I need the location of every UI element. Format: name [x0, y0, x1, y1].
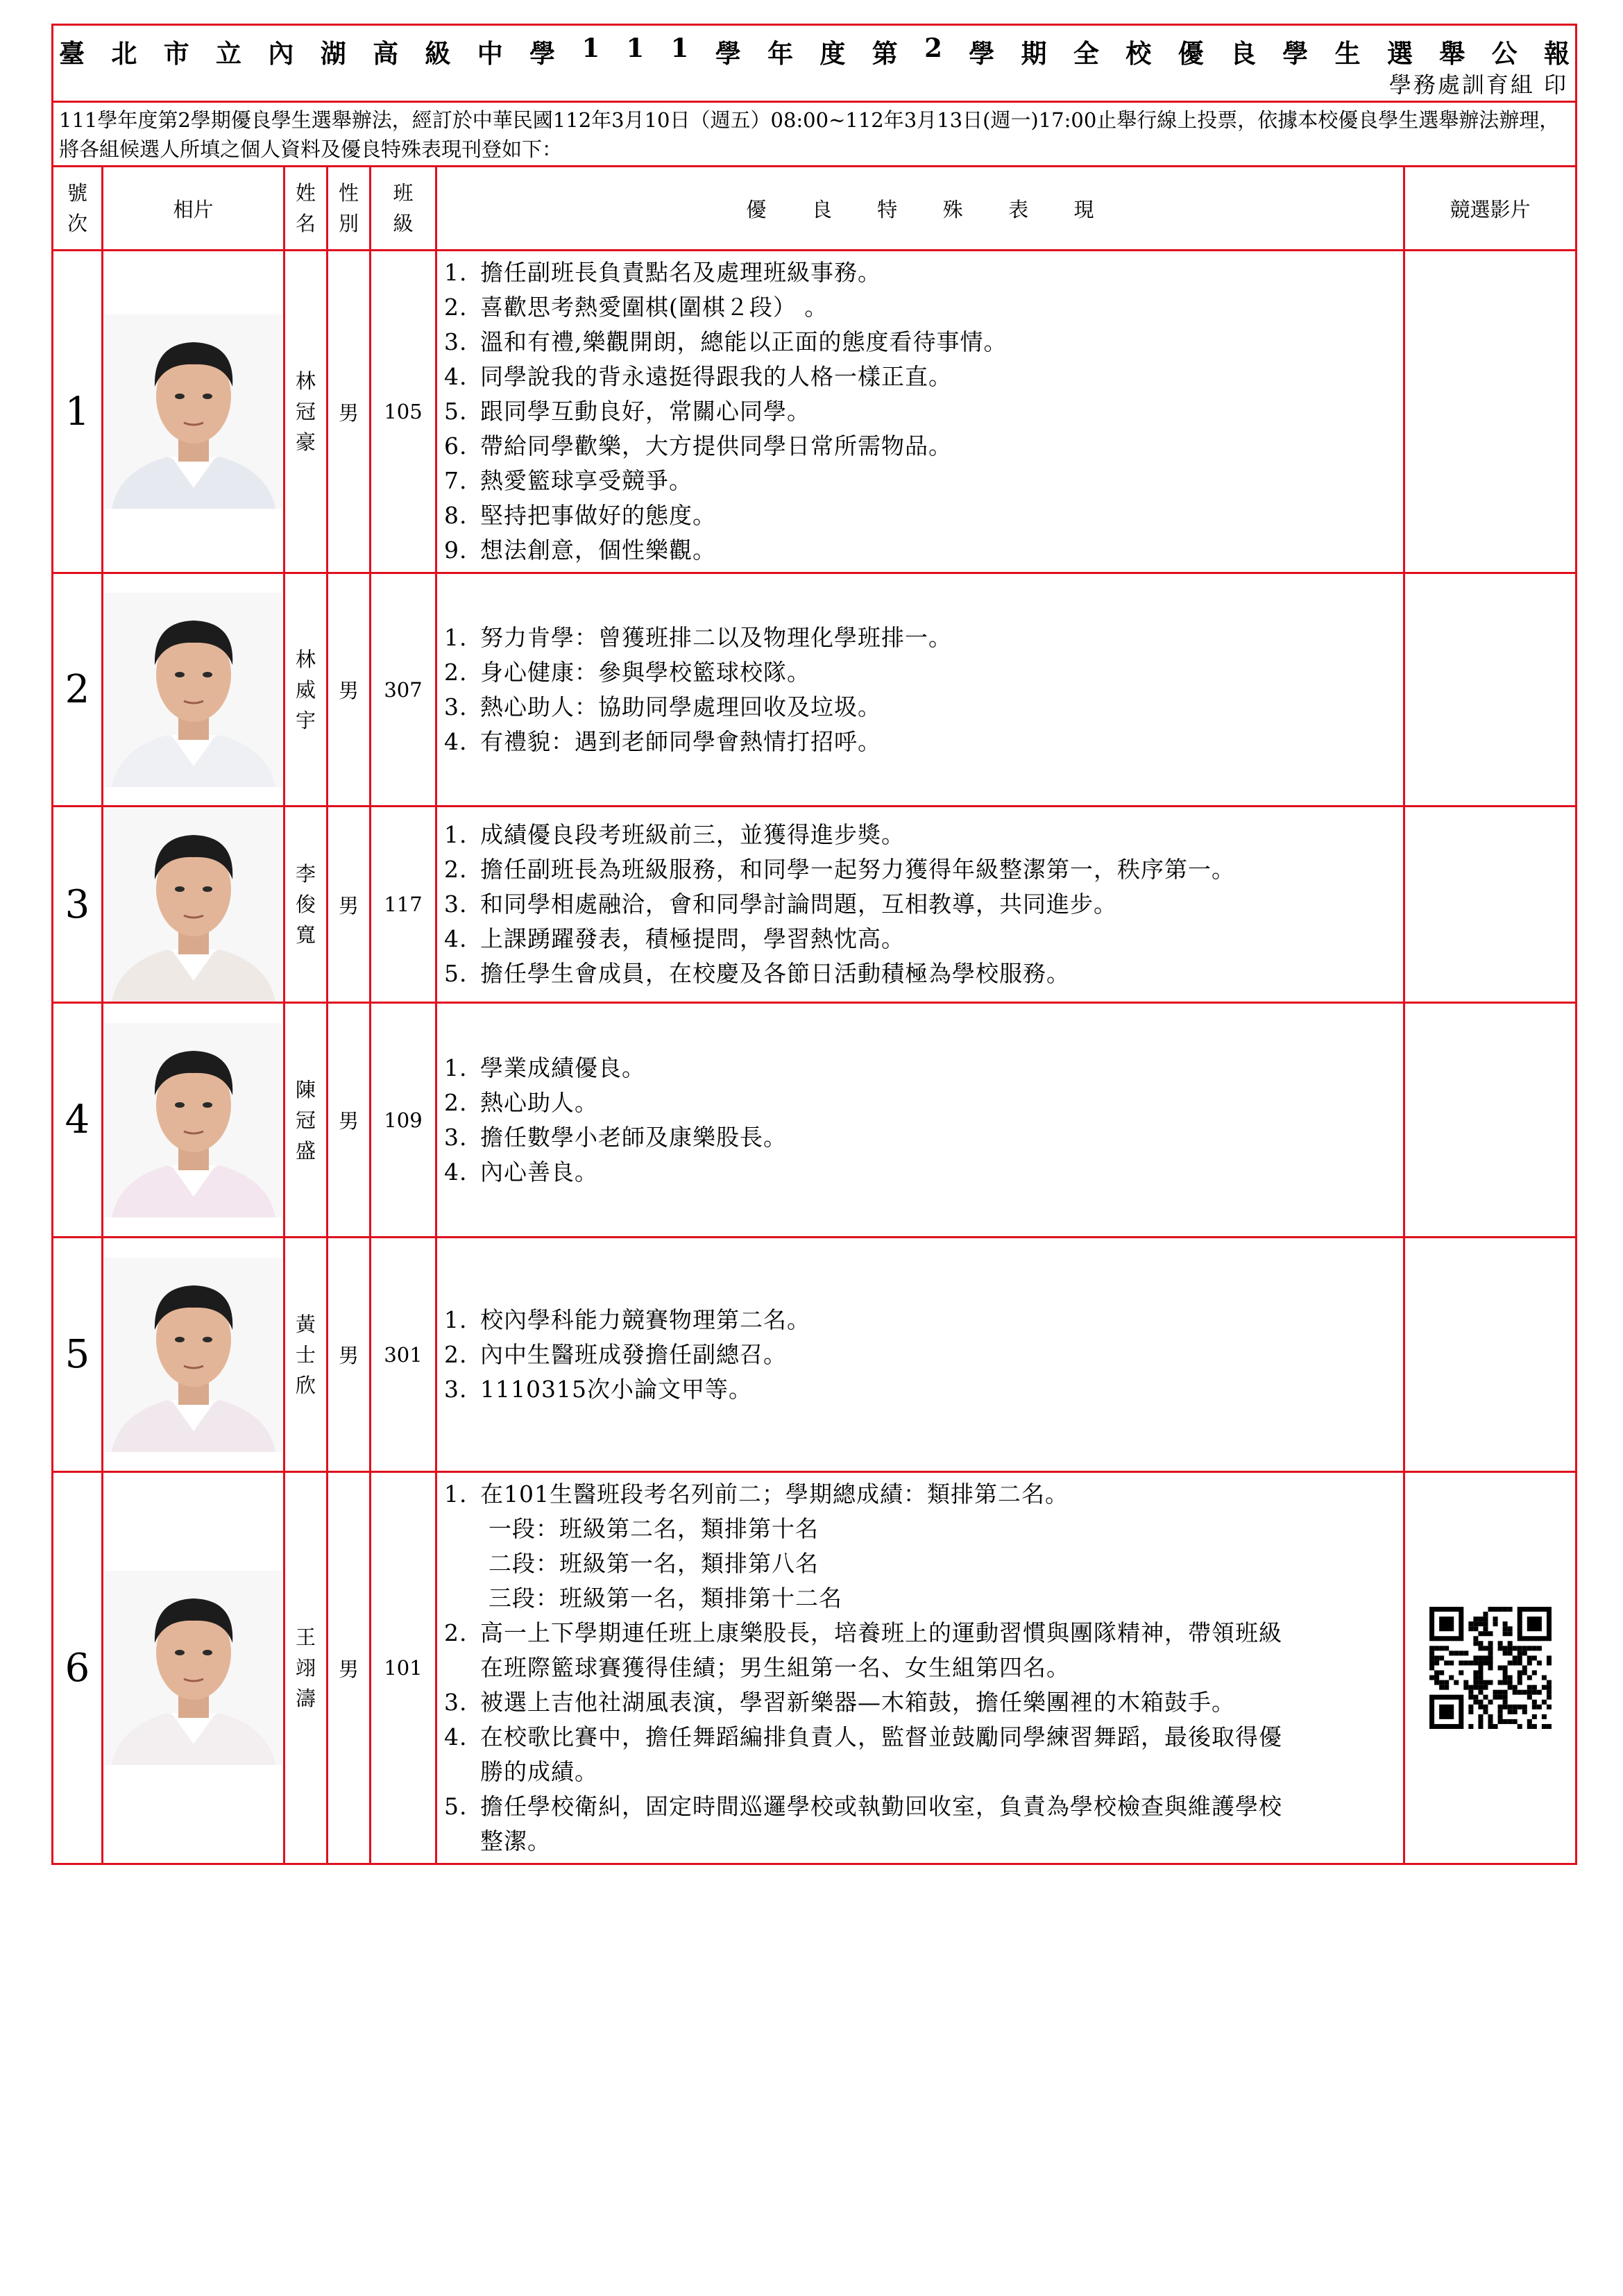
- merit-item: [444, 394, 1396, 429]
- merit-number: 2.: [444, 1088, 468, 1116]
- title-char: 內: [268, 38, 294, 69]
- header-number: 號 次: [53, 167, 103, 251]
- merit-item: [444, 887, 1396, 922]
- title-char: 湖: [320, 38, 346, 69]
- photo-cell: [103, 807, 284, 1003]
- candidate-name-char: 俊: [295, 893, 316, 916]
- candidate-row: [53, 1238, 1577, 1472]
- title-char: 市: [163, 38, 189, 69]
- merit-item: [444, 1720, 1396, 1755]
- merit-text: 校內學科能力競賽物理第二名。: [480, 1306, 810, 1333]
- candidate-name: [284, 1003, 328, 1238]
- merit-number: 2.: [444, 294, 468, 321]
- candidate-photo: [105, 1258, 282, 1452]
- candidate-name-char: 林: [295, 647, 316, 671]
- merit-text: 擔任學校衛糾，固定時間巡邏學校或執勤回收室，負責為學校檢查與維護學校: [480, 1793, 1282, 1820]
- title-char: 級: [425, 38, 451, 69]
- candidate-name-char: 翊: [295, 1656, 316, 1680]
- title-char: 1: [626, 33, 645, 63]
- merits-cell: [436, 251, 1404, 573]
- title-char: 北: [111, 38, 137, 69]
- merit-item: [444, 1651, 1396, 1685]
- video-cell: [1404, 573, 1577, 807]
- header-merits: [436, 167, 1404, 251]
- merit-item: [444, 1372, 1396, 1407]
- candidate-name-char: 宇: [295, 708, 316, 732]
- header-photo: 相片: [103, 167, 284, 251]
- candidate-class: 105: [371, 251, 436, 573]
- merit-text: 有禮貌：遇到老師同學會熱情打招呼。: [480, 727, 881, 755]
- merit-item: [444, 464, 1396, 498]
- merit-number: 4.: [444, 1158, 468, 1185]
- candidate-name-char: 冠: [295, 400, 316, 423]
- candidate-row: [53, 573, 1577, 807]
- title-char: 校: [1125, 38, 1152, 69]
- candidate-photo: [105, 1571, 282, 1765]
- photo-cell: [103, 251, 284, 573]
- merit-number: 4.: [444, 925, 468, 952]
- candidate-name-char: 豪: [295, 430, 316, 454]
- merit-number: 7.: [444, 467, 468, 494]
- video-cell: [1404, 807, 1577, 1003]
- header-class: 班 級: [371, 167, 436, 251]
- title-char: 度: [819, 38, 846, 69]
- office-stamp: 學務處訓育組 印: [1388, 71, 1569, 98]
- candidate-row: [53, 251, 1577, 573]
- merit-text: 堅持把事做好的態度。: [480, 502, 716, 529]
- header-merits-char: 特: [877, 197, 898, 221]
- candidate-gender: 男: [328, 251, 371, 573]
- merit-item: [444, 818, 1396, 852]
- candidate-name-char: 林: [295, 369, 316, 393]
- merit-item: [444, 429, 1396, 464]
- merit-text: 擔任副班長為班級服務，和同學一起努力獲得年級整潔第一，秩序第一。: [480, 856, 1235, 883]
- merit-item: [444, 1477, 1396, 1512]
- merit-item: [444, 498, 1396, 533]
- merit-item: [444, 325, 1396, 360]
- merits-cell: [436, 807, 1404, 1003]
- title-char: 年: [767, 38, 794, 69]
- merit-number: 3.: [444, 1375, 468, 1403]
- candidate-name: [284, 807, 328, 1003]
- merit-text: 被選上吉他社湖風表演，學習新樂器—木箱鼓，擔任樂團裡的木箱鼓手。: [480, 1689, 1235, 1716]
- candidate-class: 117: [371, 807, 436, 1003]
- title-char: 全: [1073, 38, 1099, 69]
- candidate-name-char: 威: [295, 677, 316, 702]
- merit-text: 上課踴躍發表，積極提問，學習熱忱高。: [480, 925, 905, 952]
- merit-number: 9.: [444, 537, 468, 564]
- merit-text: 喜歡思考熱愛圍棋(圍棋２段） 。: [480, 294, 829, 321]
- candidate-number: 5: [53, 1238, 103, 1472]
- merit-text: 二段：班級第一名，類排第八名: [488, 1550, 819, 1577]
- merit-number: 1.: [444, 259, 468, 286]
- video-cell: [1404, 1238, 1577, 1472]
- video-cell: [1404, 251, 1577, 573]
- merit-number: 1.: [444, 1480, 468, 1508]
- video-cell: [1404, 1003, 1577, 1238]
- video-cell: [1404, 1472, 1577, 1864]
- candidate-name-vertical: [285, 366, 326, 457]
- merit-text: 成績優良段考班級前三，並獲得進步獎。: [480, 821, 905, 848]
- merit-item: [444, 1824, 1396, 1859]
- candidate-gender: 男: [328, 1238, 371, 1472]
- candidate-class: 301: [371, 1238, 436, 1472]
- merit-number: 5.: [444, 398, 468, 425]
- merit-item: [444, 255, 1396, 290]
- candidate-photo: [105, 1023, 282, 1217]
- candidate-number: 3: [53, 807, 103, 1003]
- merit-item: [444, 1581, 1396, 1616]
- merit-text: 熱心助人：協助同學處理回收及垃圾。: [480, 693, 881, 720]
- merit-text: 擔任副班長負責點名及處理班級事務。: [480, 259, 881, 286]
- title-char: 2: [924, 33, 942, 63]
- candidate-class: 101: [371, 1472, 436, 1864]
- merit-number: 3.: [444, 328, 468, 355]
- candidate-name-char: 寬: [295, 923, 316, 947]
- merit-item: [444, 922, 1396, 956]
- header-name: 姓 名: [284, 167, 328, 251]
- title-char: 中: [477, 38, 503, 69]
- candidate-name-vertical: [285, 859, 326, 950]
- candidate-name-char: 士: [295, 1342, 316, 1367]
- merit-text: 整潔。: [480, 1827, 551, 1855]
- title-char: 優: [1178, 38, 1204, 69]
- merit-text: 努力肯學：曾獲班排二以及物理化學班排一。: [480, 623, 952, 651]
- candidate-gender: 男: [328, 807, 371, 1003]
- candidate-photo: [105, 807, 282, 1002]
- merit-text: 同學說我的背永遠挺得跟我的人格一樣正直。: [480, 363, 952, 390]
- photo-cell: [103, 1003, 284, 1238]
- candidate-row: [53, 807, 1577, 1003]
- page-title: [59, 33, 1570, 70]
- merit-item: [444, 1789, 1396, 1824]
- title-cell: [53, 25, 1577, 102]
- merits-cell: [436, 573, 1404, 807]
- merit-number: 4.: [444, 363, 468, 390]
- title-char: 期: [1021, 38, 1047, 69]
- photo-cell: [103, 573, 284, 807]
- merit-text: 1110315次小論文甲等。: [480, 1375, 752, 1403]
- candidate-name-char: 欣: [295, 1373, 316, 1397]
- merit-item: [444, 1051, 1396, 1086]
- header-merits-char: 優: [746, 197, 767, 221]
- merit-number: 3.: [444, 1123, 468, 1151]
- merit-item: [444, 1120, 1396, 1155]
- merit-text: 在校歌比賽中，擔任舞蹈編排負責人，監督並鼓勵同學練習舞蹈，最後取得優: [480, 1723, 1282, 1750]
- merit-item: [444, 852, 1396, 887]
- merit-number: 2.: [444, 658, 468, 686]
- header-video: 競選影片: [1404, 167, 1577, 251]
- merit-number: 6.: [444, 432, 468, 459]
- video-qr-code[interactable]: [1425, 1602, 1556, 1734]
- photo-cell: [103, 1238, 284, 1472]
- merit-number: 3.: [444, 693, 468, 720]
- candidate-name-char: 盛: [295, 1138, 316, 1163]
- merit-item: [444, 1155, 1396, 1190]
- merit-number: 2.: [444, 1340, 468, 1368]
- candidate-gender: 男: [328, 1472, 371, 1864]
- header-gender: 性 別: [328, 167, 371, 251]
- merit-item: [444, 1337, 1396, 1372]
- merit-text: 高一上下學期連任班上康樂股長，培養班上的運動習慣與團隊精神，帶領班級: [480, 1619, 1282, 1646]
- candidate-name-char: 李: [295, 862, 316, 886]
- candidate-number: 6: [53, 1472, 103, 1864]
- merit-item: [444, 1616, 1396, 1651]
- candidate-name-char: 陳: [295, 1077, 316, 1101]
- merit-number: 5.: [444, 1793, 468, 1820]
- merit-number: 4.: [444, 1723, 468, 1750]
- candidate-name-char: 冠: [295, 1108, 316, 1132]
- merit-text: 帶給同學歡樂，大方提供同學日常所需物品。: [480, 432, 952, 459]
- merit-text: 內中生醫班成發擔任副總召。: [480, 1340, 787, 1368]
- merit-number: 1.: [444, 1054, 468, 1081]
- merit-item: [444, 725, 1396, 759]
- merit-number: 2.: [444, 856, 468, 883]
- merit-text: 跟同學互動良好，常關心同學。: [480, 398, 810, 425]
- merit-text: 內心善良。: [480, 1158, 598, 1185]
- merit-item: [444, 1086, 1396, 1120]
- title-char: 生: [1334, 38, 1361, 69]
- title-char: 第: [872, 38, 898, 69]
- header-merits-char: 良: [811, 197, 832, 221]
- candidate-name-char: 黃: [295, 1312, 316, 1336]
- title-char: 學: [529, 38, 556, 69]
- candidate-name-vertical: [285, 1074, 326, 1166]
- title-char: 公: [1491, 38, 1518, 69]
- candidate-table: [51, 24, 1577, 1865]
- merit-text: 在班際籃球賽獲得佳績；男生組第一名、女生組第四名。: [480, 1654, 1070, 1681]
- candidate-name: [284, 251, 328, 573]
- candidate-row: [53, 1003, 1577, 1238]
- photo-cell: [103, 1472, 284, 1864]
- candidate-number: 2: [53, 573, 103, 807]
- title-char: 1: [670, 33, 689, 63]
- merit-text: 勝的成績。: [480, 1758, 598, 1785]
- merit-number: 1.: [444, 623, 468, 651]
- header-merits-char: 現: [1073, 197, 1094, 221]
- candidate-name-char: 王: [295, 1626, 316, 1649]
- merit-item: [444, 1546, 1396, 1581]
- title-char: 臺: [59, 38, 85, 69]
- merit-item: [444, 956, 1396, 991]
- merit-number: 4.: [444, 727, 468, 755]
- intro-text: 111學年度第2學期優良學生選舉辦法，經訂於中華民國112年3月10日（週五）08:00~112年3月13日(週一)17:00止舉行線上投票，依據本校優良學生選舉辦法辦理，將各組候選人所填之個人資料及優良特殊表現刊登如下：: [53, 102, 1577, 167]
- candidate-number: 4: [53, 1003, 103, 1238]
- title-char: 高: [373, 38, 399, 69]
- merit-text: 身心健康：參與學校籃球校隊。: [480, 658, 810, 686]
- candidate-name-vertical: [285, 1622, 326, 1714]
- merit-item: [444, 360, 1396, 394]
- merits-cell: [436, 1472, 1404, 1864]
- merit-text: 和同學相處融洽，會和同學討論問題，互相教導，共同進步。: [480, 890, 1117, 918]
- merit-number: 8.: [444, 502, 468, 529]
- candidate-gender: 男: [328, 573, 371, 807]
- merit-item: [444, 1685, 1396, 1720]
- title-char: 學: [969, 38, 995, 69]
- title-char: 學: [715, 38, 741, 69]
- merit-item: [444, 690, 1396, 725]
- merit-text: 溫和有禮,樂觀開朗，總能以正面的態度看待事情。: [480, 328, 1008, 355]
- candidate-class: 307: [371, 573, 436, 807]
- candidate-class: 109: [371, 1003, 436, 1238]
- merits-cell: [436, 1003, 1404, 1238]
- merit-text: 想法創意，個性樂觀。: [480, 537, 716, 564]
- header-merits-char: 表: [1008, 197, 1029, 221]
- merits-cell: [436, 1238, 1404, 1472]
- merit-text: 擔任數學小老師及康樂股長。: [480, 1123, 787, 1151]
- merit-item: [444, 621, 1396, 655]
- merit-text: 三段：班級第一名，類排第十二名: [488, 1585, 842, 1612]
- candidate-gender: 男: [328, 1003, 371, 1238]
- header-row: [53, 167, 1577, 251]
- header-merits-char: 殊: [942, 197, 963, 221]
- title-char: 1: [581, 33, 600, 63]
- title-char: 良: [1230, 38, 1256, 69]
- merit-text: 擔任學生會成員，在校慶及各節日活動積極為學校服務。: [480, 960, 1070, 987]
- candidate-name-vertical: [285, 1309, 326, 1401]
- merit-number: 5.: [444, 960, 468, 987]
- merit-number: 1.: [444, 1306, 468, 1333]
- candidate-name: [284, 573, 328, 807]
- merit-item: [444, 1512, 1396, 1546]
- candidate-name-char: 濤: [295, 1687, 316, 1710]
- merit-number: 2.: [444, 1619, 468, 1646]
- title-char: 選: [1386, 38, 1413, 69]
- merit-item: [444, 655, 1396, 690]
- merit-item: [444, 1755, 1396, 1789]
- merit-item: [444, 533, 1396, 568]
- announcement-sheet: [51, 24, 1575, 1865]
- candidate-name: [284, 1472, 328, 1864]
- title-char: 報: [1543, 38, 1570, 69]
- merit-text: 熱愛籃球享受競爭。: [480, 467, 692, 494]
- merit-number: 3.: [444, 890, 468, 918]
- title-char: 學: [1282, 38, 1309, 69]
- candidate-number: 1: [53, 251, 103, 573]
- title-char: 立: [216, 38, 242, 69]
- candidate-name-vertical: [285, 644, 326, 736]
- merit-text: 熱心助人。: [480, 1088, 598, 1116]
- candidate-row: [53, 1472, 1577, 1864]
- merit-text: 在101生醫班段考名列前二；學期總成績：類排第二名。: [480, 1480, 1069, 1508]
- merit-text: 學業成績優良。: [480, 1054, 645, 1081]
- candidate-photo: [105, 314, 282, 509]
- merit-number: 1.: [444, 821, 468, 848]
- title-char: 舉: [1439, 38, 1465, 69]
- candidate-photo: [105, 593, 282, 787]
- merit-item: [444, 1303, 1396, 1337]
- merit-item: [444, 290, 1396, 325]
- candidate-name: [284, 1238, 328, 1472]
- merit-text: 一段：班級第二名，類排第十名: [488, 1515, 819, 1542]
- merit-number: 3.: [444, 1689, 468, 1716]
